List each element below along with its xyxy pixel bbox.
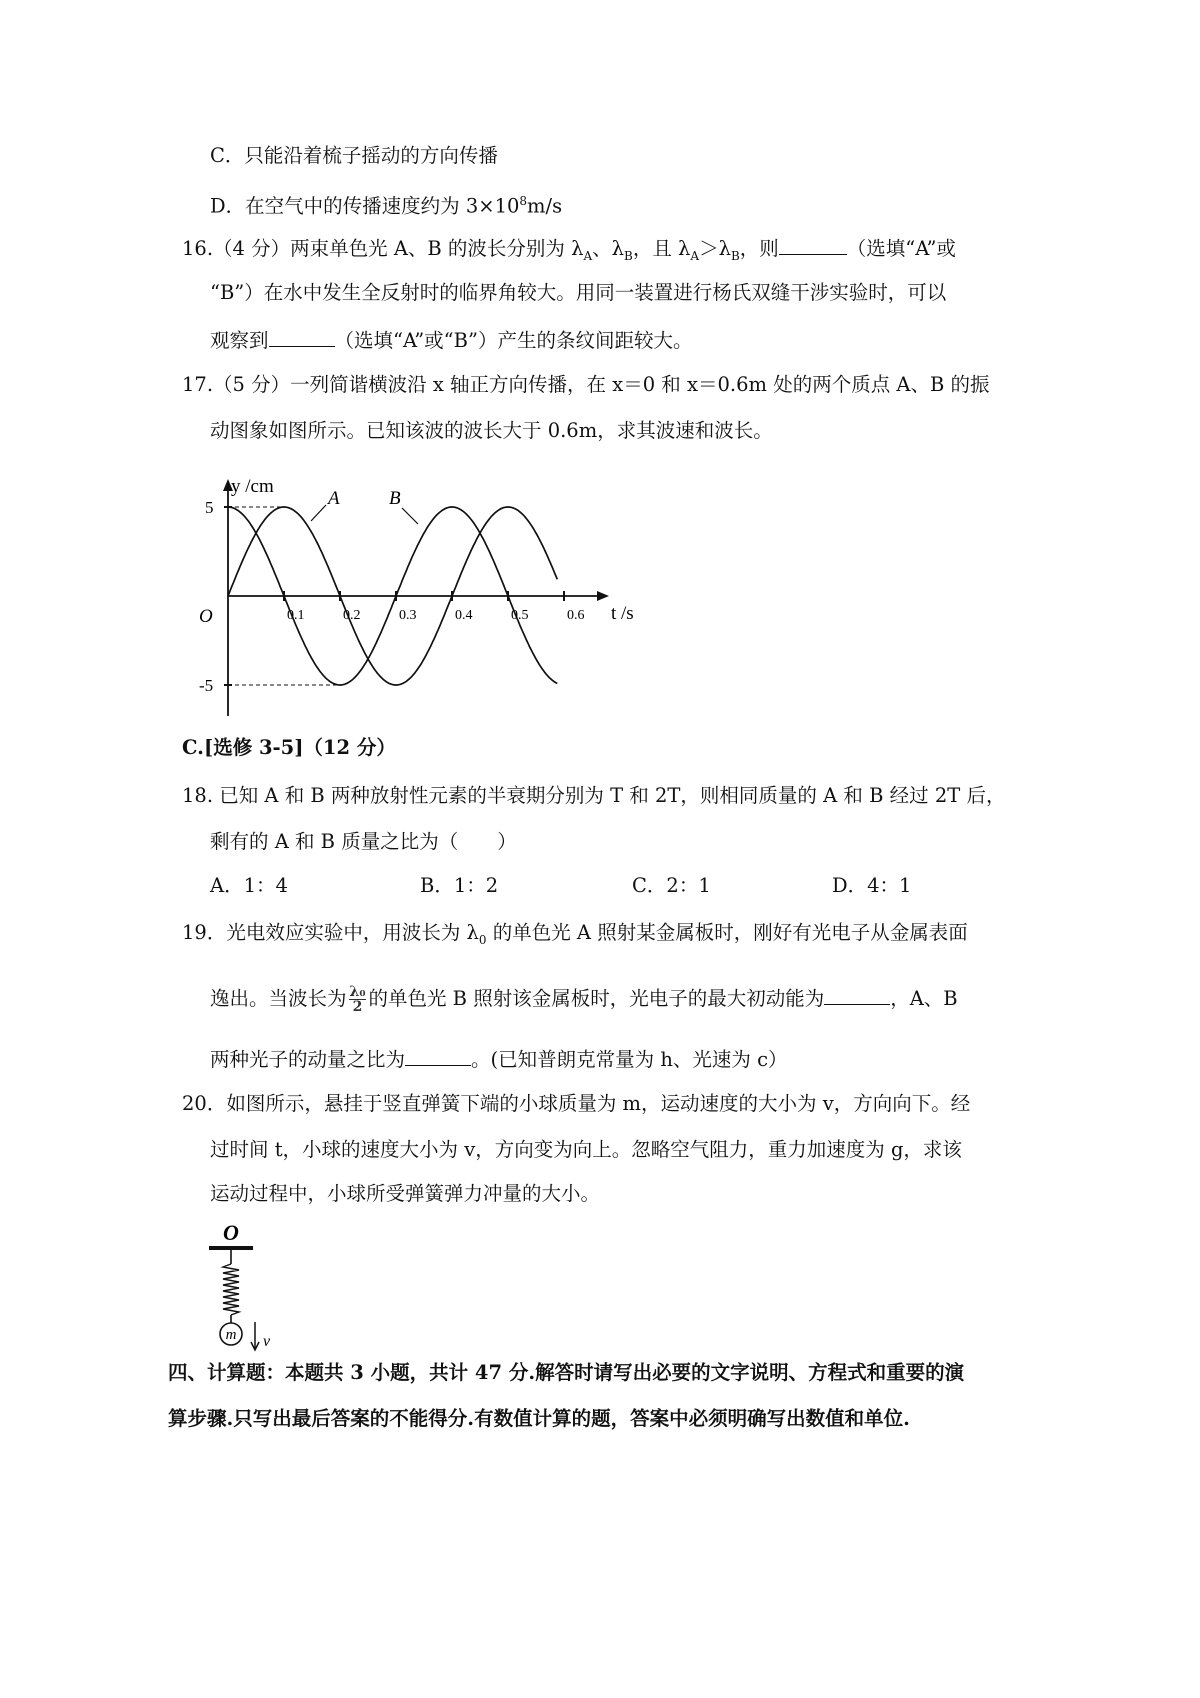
q16-blank-2: [269, 326, 335, 347]
x-tick-label: 0.5: [511, 608, 529, 623]
chart-axes: [223, 479, 609, 716]
x-tick-label: 0.3: [399, 608, 417, 623]
q19-line-3: 两种光子的动量之比为 。(已知普朗克常量为 h、光速为 c）: [210, 1045, 788, 1073]
q18-option-c: C．2：1: [632, 874, 711, 897]
q15-option-d: D．在空气中的传播速度约为 $3\times 10^8m/s$: [210, 194, 563, 218]
q16-blank-1: [779, 234, 847, 255]
q20-line-2: 过时间 t，小球的速度大小为 v，方向变为向上。忽略空气阻力，重力加速度为 g，求该: [210, 1138, 962, 1161]
y-tick-label: -5: [199, 676, 214, 695]
y-axis-label: y /cm: [231, 478, 274, 497]
vibration-graph: [195, 478, 675, 758]
section-c-heading: C.[选修 3-5]（12 分）: [182, 736, 396, 759]
q18-line-1: 18. 已知 A 和 B 两种放射性元素的半衰期分别为 T 和 2T，则相同质量的 A 和 B 经过 2T 后，: [182, 784, 1006, 807]
q17-line-1: 17.（5 分）一列简谐横波沿 x 轴正方向传播，在 x＝0 和 x＝0.6m 处的两个质点 A、B 的振: [182, 373, 990, 396]
q19-blank-1: [824, 984, 890, 1005]
section-4-line-1: 四、计算题：本题共 3 小题，共计 47 分.解答时请写出必要的文字说明、方程式和重要的演: [168, 1361, 965, 1384]
series-B-leader: [402, 508, 418, 524]
q18-line-2: 剩有的 A 和 B 质量之比为（ ）: [210, 830, 517, 853]
origin-label: O: [199, 606, 213, 627]
q19-line-1: 19．光电效应实验中，用波长为 $\lambda_0$ 的单色光 A 照射某金属板时，刚好有光电子从金属表面: [182, 921, 968, 947]
q16-line-1: 16.（4 分）两束单色光 A、B 的波长分别为 $\lambda_A$、$\lambda_B$，且 $\lambda_A>\lambda_B$，则 （选填“A”或: [182, 234, 956, 269]
q15-option-c: C．只能沿着梳子摇动的方向传播: [210, 144, 498, 167]
q16-line-2: “B”）在水中发生全反射时的临界角较大。用同一装置进行杨氏双缝干涉实验时，可以: [210, 281, 947, 304]
section-4-line-2: 算步骤.只写出最后答案的不能得分.有数值计算的题，答案中必须明确写出数值和单位.: [168, 1407, 910, 1430]
support-label-o: O: [223, 1220, 239, 1245]
velocity-label-v: v: [263, 1333, 271, 1350]
x-tick-label: 0.2: [343, 608, 361, 623]
q18-option-b: B．1：2: [420, 874, 499, 897]
q20-line-3: 运动过程中，小球所受弹簧弹力冲量的大小。: [210, 1182, 601, 1205]
q16-line-3: 观察到 （选填“A”或“B”）产生的条纹间距较大。: [210, 326, 692, 354]
y-tick-label: 5: [205, 498, 214, 517]
x-tick-label: 0.6: [567, 608, 585, 623]
spring-ball-figure: [195, 1218, 295, 1358]
series-A-label: A: [328, 488, 340, 509]
q19-line-2: 逸出。当波长为 $\frac{\text{λ₀}}{2}$ 的单色光 B 照射该金属板时，光电子的最大初动能为 ，A、B: [210, 984, 958, 1015]
q18-option-a: A．1：4: [210, 874, 288, 897]
lambda-over-two-fraction: $\frac{\text{λ₀}}{2}$: [349, 984, 366, 1015]
spring-coil: [223, 1264, 239, 1315]
series-B-label: B: [389, 488, 401, 509]
q17-line-2: 动图象如图所示。已知该波的波长大于 0.6m，求其波速和波长。: [210, 419, 773, 442]
x-axis-arrow: [597, 591, 609, 601]
x-tick-label: 0.1: [287, 608, 305, 623]
ceiling-support: [209, 1246, 253, 1250]
q19-blank-2: [405, 1045, 471, 1066]
x-tick-label: 0.4: [455, 608, 473, 623]
series-A-leader: [311, 505, 326, 521]
ball-label-m: m: [225, 1327, 237, 1343]
q20-line-1: 20．如图所示，悬挂于竖直弹簧下端的小球质量为 m，运动速度的大小为 v，方向向下。经: [182, 1092, 971, 1115]
q18-option-d: D．4：1: [832, 874, 912, 897]
chart-labels: [199, 478, 634, 695]
x-axis-label: t /s: [611, 603, 634, 624]
